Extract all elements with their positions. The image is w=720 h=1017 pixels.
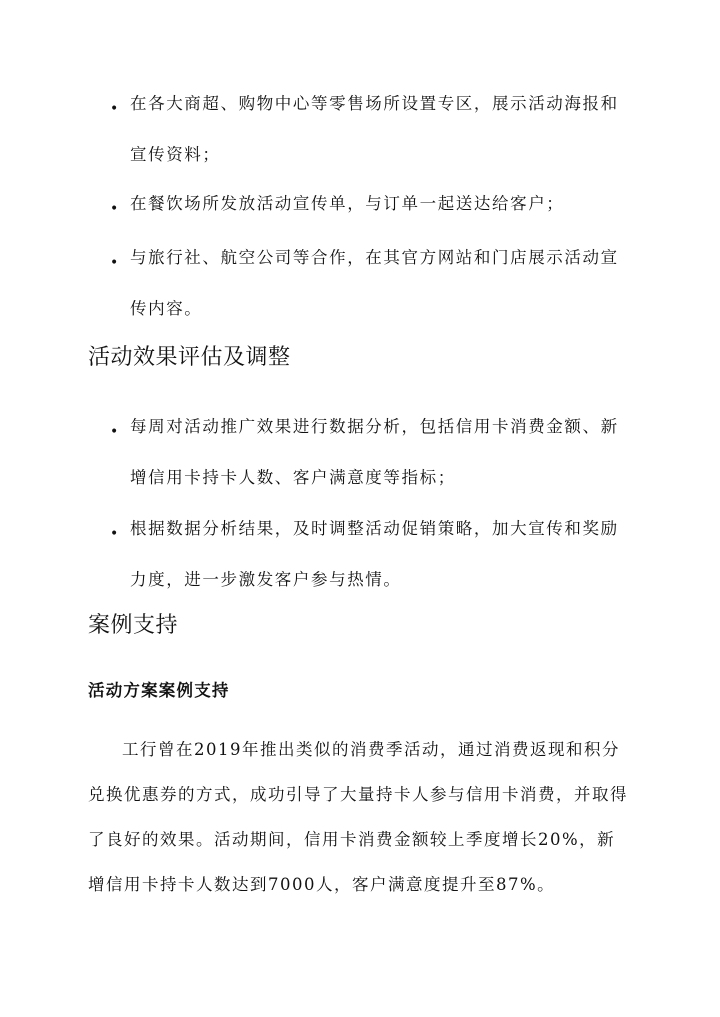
body-paragraph: 工行曾在2019年推出类似的消费季活动，通过消费返现和积分兑换优惠券的方式，成功引导了大量持卡人参与信用卡消费，并取得了良好的效果。活动期间，信用卡消费金额较上季度增长20%，新增信用卡持卡人数达到7000人，客户满意度提升至87%。 xyxy=(88,740,628,894)
bullet-icon: • xyxy=(110,201,119,217)
list-item-text: 在餐饮场所发放活动宣传单，与订单一起送达给客户； xyxy=(130,194,565,213)
list-item-text: 根据数据分析结果，及时调整活动促销策略，加大宣传和奖励力度，进一步激发客户参与热情。 xyxy=(130,519,619,589)
bullet-icon: • xyxy=(110,101,119,117)
section-heading: 活动效果评估及调整 xyxy=(88,345,291,370)
list-item-text: 在各大商超、购物中心等零售场所设置专区，展示活动海报和宣传资料； xyxy=(130,94,619,164)
list-item-text: 与旅行社、航空公司等合作，在其官方网站和门店展示活动宣传内容。 xyxy=(130,248,619,318)
bullet-icon: • xyxy=(110,424,119,440)
subsection-heading: 活动方案案例支持 xyxy=(88,681,230,700)
bullet-icon: • xyxy=(110,255,119,271)
bullet-icon: • xyxy=(110,526,119,542)
list-item-text: 每周对活动推广效果进行数据分析，包括信用卡消费金额、新增信用卡持卡人数、客户满意度等指标； xyxy=(130,417,619,487)
section-heading: 案例支持 xyxy=(88,613,179,638)
